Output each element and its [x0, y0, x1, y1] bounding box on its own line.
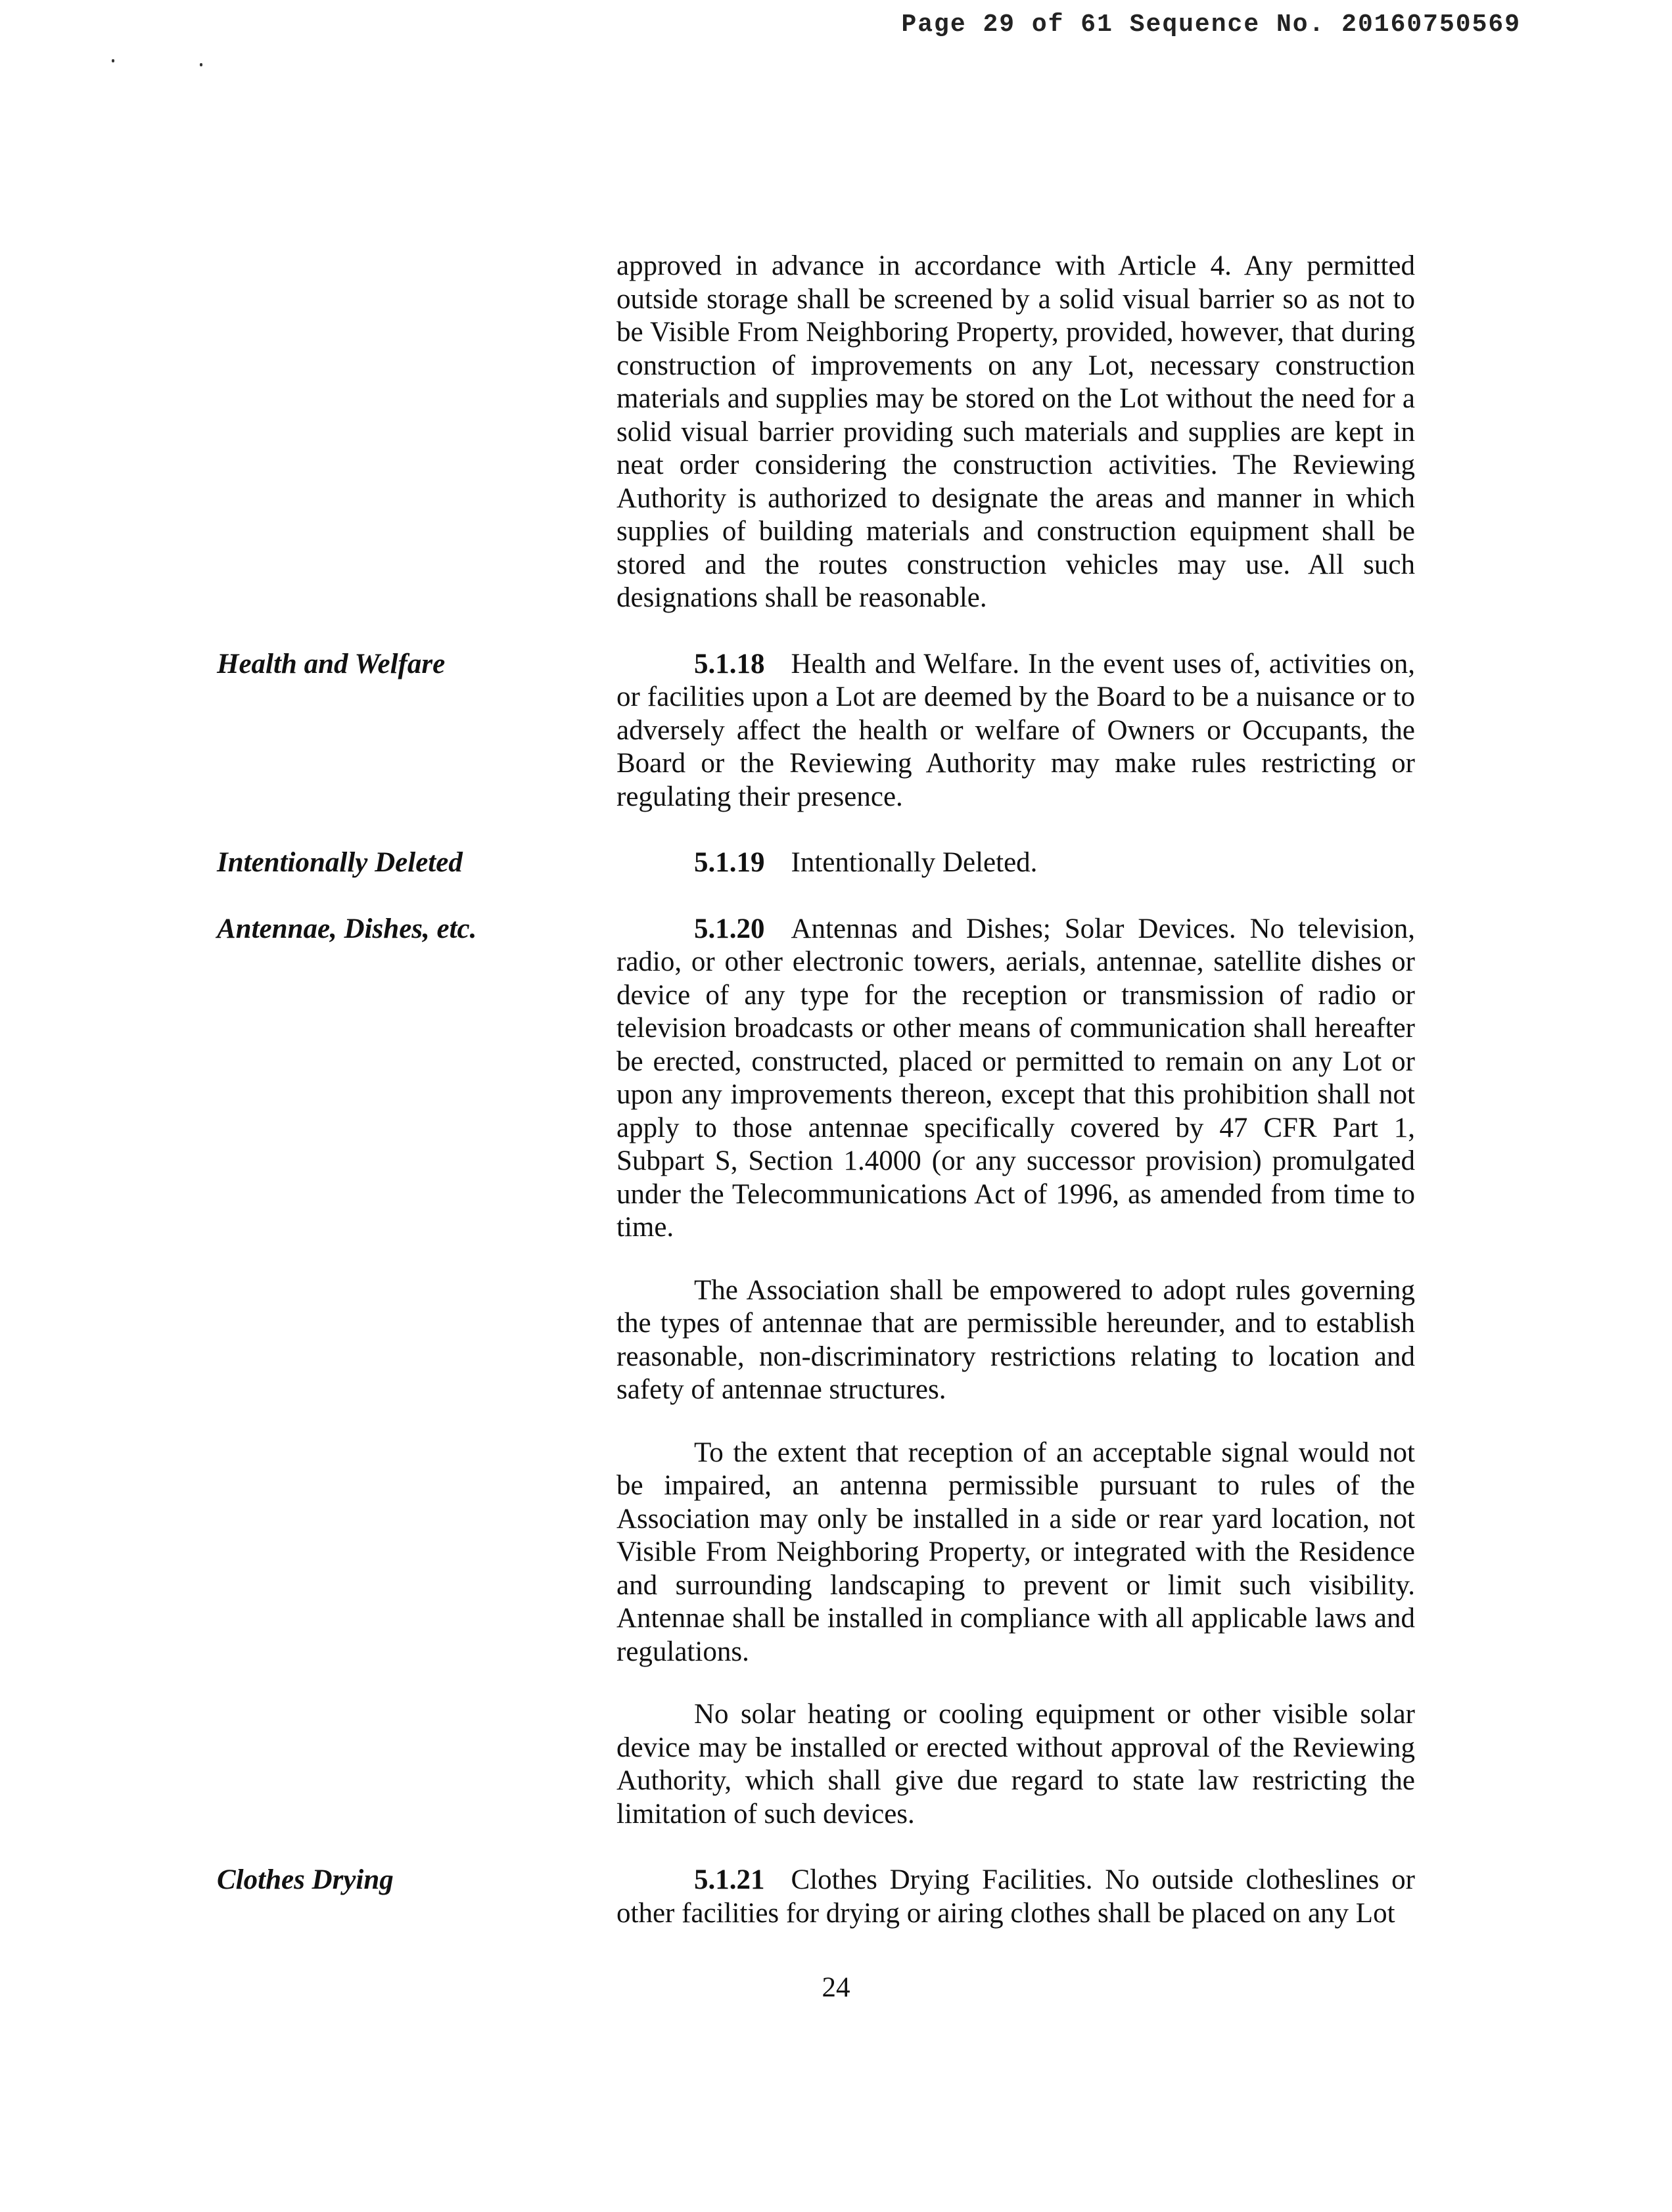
section-5-1-21: [0, 1864, 1672, 1930]
margin-label-antennae: Antennae, Dishes, etc.: [217, 913, 477, 944]
antennae-location-paragraph: To the extent that reception of an acceptable signal would not be impaired, an antenna permissible pursuant to rules of the Association may only be installed in a side or rear yard location, not Visible From Neighboring Property, or integrated with the Residence and surrounding landscaping to prevent or limit such visibility. Antennae shall be installed in compliance with all applicable laws and regulations.: [616, 1437, 1415, 1667]
sequence-stamp: Page 29 of 61 Sequence No. 20160750569: [901, 11, 1521, 39]
section-text: Clothes Drying Facilities. No outside clotheslines or other facilities for drying or airing clothes shall be placed on any Lot: [616, 1864, 1415, 1929]
margin-label-clothes-drying: Clothes Drying: [217, 1864, 394, 1895]
section-number: 5.1.18: [694, 648, 765, 680]
page-number: 24: [822, 1972, 850, 2003]
document-body: [0, 250, 1672, 1930]
antennae-rules-paragraph: The Association shall be empowered to adopt rules governing the types of antennae that are permissible hereunder, and to establish reasonable, non-discriminatory restrictions relating to location and safety of antennae structures.: [616, 1274, 1415, 1405]
section-number: 5.1.19: [694, 847, 765, 878]
margin-label-intentionally-deleted: Intentionally Deleted: [217, 847, 463, 878]
section-number: 5.1.20: [694, 913, 765, 944]
margin-label-health-welfare: Health and Welfare: [217, 648, 446, 680]
section-text: Antennas and Dishes; Solar Devices. No television, radio, or other electronic towers, aerials, antennae, satellite dishes or device of any type for the reception or transmission of radio or television broadcasts or other means of communication shall hereafter be erected, constructed, placed or permitted to remain on any Lot or upon any improvements thereon, except that this prohibition shall not apply to those antennae specifically covered by 47 CFR Part 1, Subpart S, Section 1.4000 (or any successor provision) promulgated under the Telecommunications Act of 1996, as amended from time to time.: [616, 913, 1415, 1243]
scan-specks: [112, 59, 210, 72]
section-5-1-18: [0, 648, 1672, 814]
section-5-1-19: [0, 846, 1672, 880]
continuation-paragraph: approved in advance in accordance with Article 4. Any permitted outside storage shall be screened by a solid visual barrier so as not to be Visible From Neighboring Property, provided, however, that during construction of improvements on any Lot, necessary construction materials and supplies may be stored on the Lot without the need for a solid visual barrier providing such materials and supplies are kept in neat order considering the construction activities. The Reviewing Authority is authorized to designate the areas and manner in which supplies of building materials and construction equipment shall be stored and the routes construction vehicles may use. All such designations shall be reasonable.: [616, 250, 1415, 613]
section-5-1-20: [0, 913, 1672, 1832]
section-paragraph: [616, 913, 1415, 1245]
section-text: Intentionally Deleted.: [791, 847, 1038, 878]
section-paragraph: [616, 846, 1415, 880]
solar-devices-paragraph: No solar heating or cooling equipment or other visible solar device may be installed or erected without approval of the Reviewing Authority, which shall give due regard to state law restricting the limitation of such devices.: [616, 1699, 1415, 1830]
section-paragraph: [616, 1864, 1415, 1930]
section-number: 5.1.21: [694, 1864, 765, 1895]
section-paragraph: [616, 648, 1415, 814]
section-text: Health and Welfare. In the event uses of, activities on, or facilities upon a Lot are deemed by the Board to be a nuisance or to adversely affect the health or welfare of Owners or Occupants, the Board or the Reviewing Authority may make rules restricting or regulating their presence.: [616, 648, 1415, 812]
